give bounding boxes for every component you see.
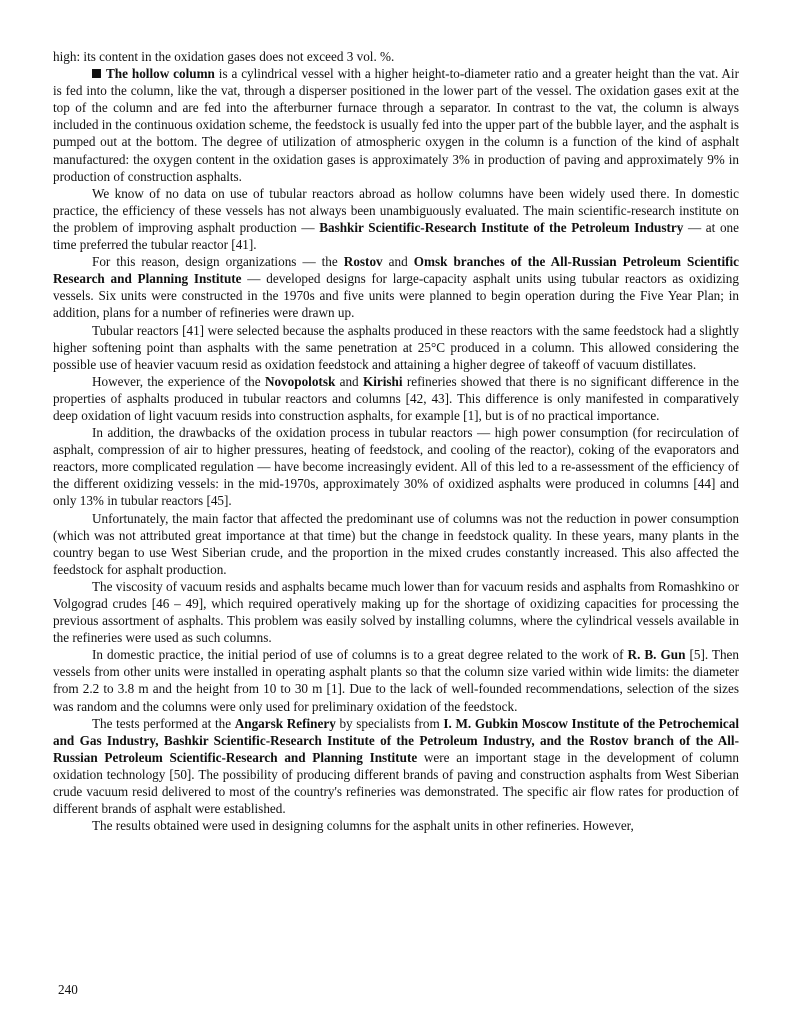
text-run: However, the experience of the [92,373,265,389]
bold-term: Angarsk Refinery [234,715,336,731]
paragraph [53,373,739,424]
paragraph [53,578,739,646]
bold-term: Bashkir Scientific-Research Institute of the Petroleum Industry [319,219,684,235]
paragraph [53,817,739,834]
text-run: Tubular reactors [41] were selected because the asphalts produced in these reactors with the same feedstock had a slightly higher softening point than asphalts with the same penetration at 25°C produced in a column. This allowed considering the possible use of heavier vacuum resid as oxidation feedstock and attaining a higher degree of takeoff of vacuum distillates. [53,322,739,372]
text-run: by specialists from [335,715,444,731]
bold-term: Kirishi [362,373,403,389]
text-run: Unfortunately, the main factor that affected the predominant use of columns was not the reduction in power consumption (which was not attributed great importance at that time) but the change in feedstock quality. In these years, many plants in the country began to use West Siberian crude, and the proportion in the mixed crudes constantly increased. This also affected the feedstock for asphalt production. [53,510,739,577]
text-run: The results obtained were used in designing columns for the asphalt units in other refineries. However, [92,818,634,834]
text-run: and [382,254,414,270]
bold-term: Omsk branches of the All-Russian Petroleum Scientific Research and Planning Institute [53,254,740,287]
paragraph [53,48,739,65]
bold-term: R. B. Gun [627,647,686,663]
bold-term: The hollow column [106,66,215,82]
page-number: 240 [58,982,78,997]
text-run: — at one time preferred the tubular reactor [41]. [53,219,740,253]
text-run: — developed designs for large-capacity asphalt units using tubular reactors as oxidizing vessels. Six units were constructed in the 1970s and five units were planned to begin operation during the Five Year Plan; in addition, plans for a number of refineries were drawn up. [53,271,739,321]
text-run: refineries showed that there is no significant difference in the properties of asphalts produced in tubular reactors and columns [42, 43]. This difference is only manifested in comparatively deep oxidation of light vacuum resids into construction asphalts, for example [1], but is of no practical importance. [53,373,739,423]
paragraph [53,646,739,714]
text-run: high: its content in the oxidation gases does not exceed 3 vol. %. [53,49,395,64]
bold-term: Novopolotsk [264,373,336,389]
page-body [53,48,739,834]
paragraph [53,424,739,509]
paragraph [53,715,739,818]
text-run: The viscosity of vacuum resids and asphalts became much lower than for vacuum resids and asphalts from Romashkino or Volgograd crudes [46 – 49], which required operatively making up for the shortage of oxidizing capacities for processing the previous assortment of asphalts. This problem was easily solved by installing columns, where the cylindrical vessels available in the refineries were used as such columns. [53,578,739,646]
bullet-square-icon [92,69,101,78]
paragraph [53,65,739,185]
bold-term: I. M. Gubkin Moscow Institute of the Petrochemical and Gas Industry, Bashkir Scientific-Research Institute of the Petroleum Industry, and the Rostov branch of the All-Russian Petroleum Scientific-Research and Planning Institute [53,715,739,765]
text-run: and [335,373,363,389]
text-run: In addition, the drawbacks of the oxidation process in tubular reactors — high power consumption (for recirculation of asphalt, compression of air to higher pressures, heating of feedstock, and cooling of the reactor), coking of the evaporators and reactors, more complicated regulation — have become increasingly evident. All of this led to a re-assessment of the efficiency of the different oxidizing vessels: in the mid-1970s, approximately 30% of oxidized asphalts were produced in columns [44] and only 13% in tubular reactors [45]. [53,425,739,509]
paragraph [53,253,739,321]
paragraph [53,322,739,373]
text-run: We know of no data on use of tubular reactors abroad as hollow columns have been widely used there. In domestic practice, the efficiency of these vessels has not always been unambiguously evaluated. The main scientific-research institute on the problem of improving asphalt production — [53,185,739,235]
paragraph [53,510,739,578]
text-run: is a cylindrical vessel with a higher height-to-diameter ratio and a greater height than the vat. Air is fed into the column, like the vat, through a disperser positioned in the lower part of the vessel. The oxidation gases exit at the top of the column and are fed into the afterburner furnace through a separator. In contrast to the vat, the column is always included in the continuous oxidation scheme, the feedstock is usually fed into the upper part of the bubble layer, and the asphalt is pumped out at the bottom. The degree of utilization of atmospheric oxygen in the column is a function of the kind of asphalt manufactured: the oxygen content in the oxidation gases is approximately 3% in production of paving and approximately 9% in production of construction asphalts. [53,66,739,184]
text-run: For this reason, design organizations — the [92,254,344,270]
text-run: In domestic practice, the initial period of use of columns is to a great degree related to the work of [92,647,628,663]
text-run: The tests performed at the [92,715,235,731]
paragraph [53,185,739,253]
bold-term: Rostov [343,254,383,270]
text-run: [5]. Then vessels from other units were installed in operating asphalt plants so that the column size varied within wide limits: the diameter from 2.2 to 3.8 m and the height from 10 to 30 m [1]. Due to the lack of well-founded recommendations, selection of the sizes was random and the columns were only used for preliminary oxidation of the feedstock. [53,647,740,714]
text-run: were an important stage in the development of column oxidation technology [50]. The possibility of producing different brands of paving and construction asphalts from West Siberian crude vacuum resid delivered to most of the country's refineries was demonstrated. The specific air flow rates for production of different brands of asphalt were established. [53,749,739,817]
